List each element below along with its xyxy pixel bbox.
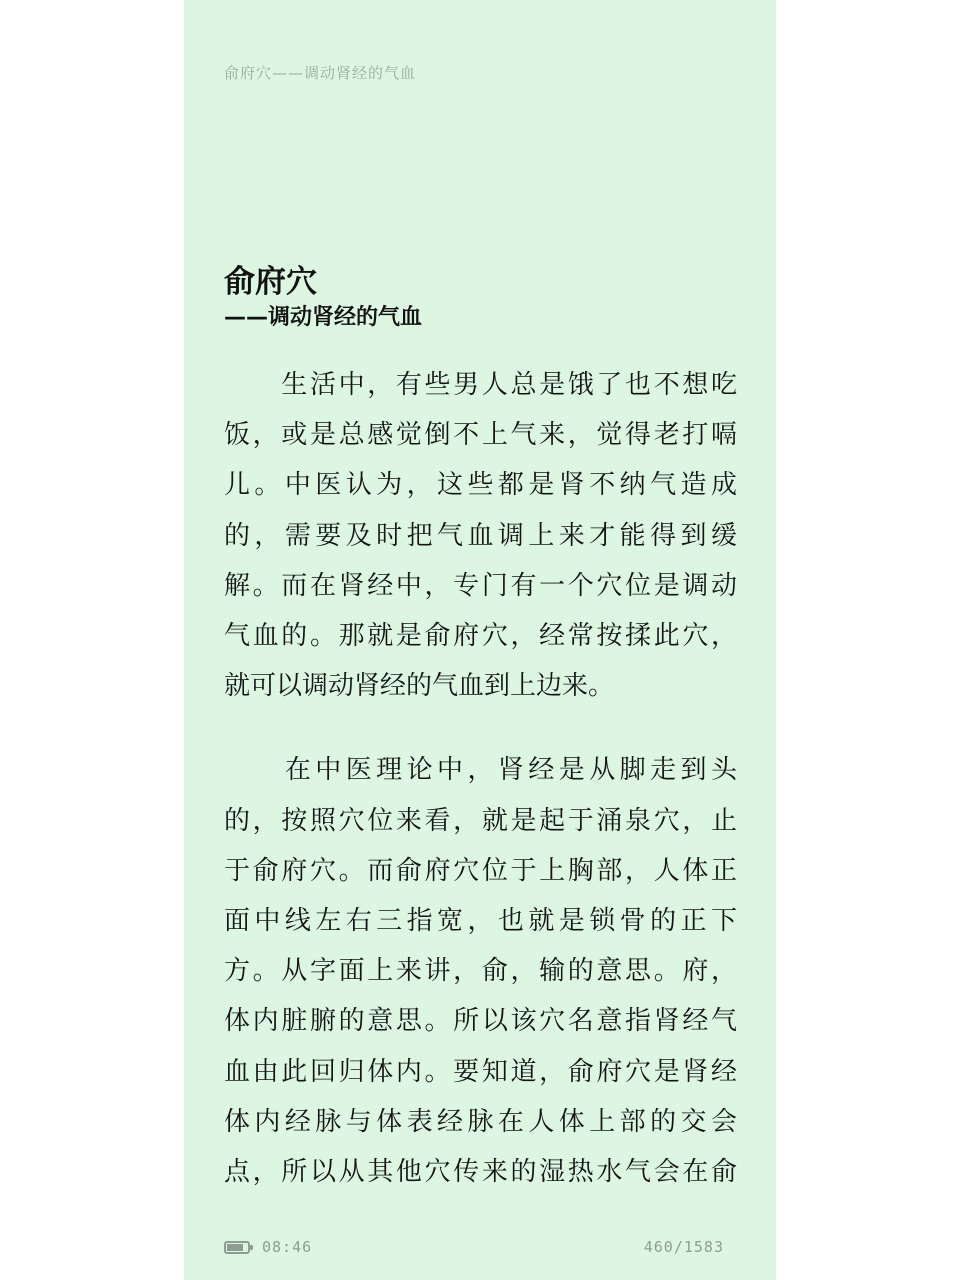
text-line: 方。从字面上来讲，俞，输的意思。府， xyxy=(224,956,737,987)
running-header-title: 俞府穴——调动肾经的气血 xyxy=(224,64,417,82)
text-line: 的，按照穴位来看，就是起于涌泉穴，止 xyxy=(224,805,737,836)
paragraph xyxy=(224,360,737,711)
text-line: 解。而在肾经中，专门有一个穴位是调动 xyxy=(224,570,737,601)
text-line: 于俞府穴。而俞府穴位于上胸部，人体正 xyxy=(224,855,737,886)
text-line: 气血的。那就是俞府穴，经常按揉此穴， xyxy=(224,621,737,652)
text-line: 在中医理论中，肾经是从脚走到头 xyxy=(224,755,737,786)
text-line: 点，所以从其他穴传来的湿热水气会在俞 xyxy=(224,1157,737,1188)
chapter-title: 俞府穴 xyxy=(224,264,317,300)
text-line: 就可以调动肾经的气血到上边来。 xyxy=(224,671,615,702)
paragraph xyxy=(224,745,737,1197)
battery-icon xyxy=(224,1241,250,1254)
text-line: 生活中，有些男人总是饿了也不想吃 xyxy=(224,370,737,400)
chapter-body xyxy=(224,360,737,1197)
text-line: 饭，或是总感觉倒不上气来，觉得老打嗝 xyxy=(224,420,737,451)
page-progress: 460/1583 xyxy=(643,1238,724,1256)
clock-time: 08:46 xyxy=(262,1238,313,1256)
text-line: 体内经脉与体表经脉在人体上部的交会 xyxy=(224,1106,737,1137)
chapter-subtitle: ——调动肾经的气血 xyxy=(224,305,423,330)
text-line: 面中线左右三指宽，也就是锁骨的正下 xyxy=(224,906,737,937)
text-line: 血由此回归体内。要知道，俞府穴是肾经 xyxy=(224,1056,737,1087)
text-line: 体内脏腑的意思。所以该穴名意指肾经气 xyxy=(224,1006,737,1037)
text-line: 儿。中医认为，这些都是肾不纳气造成 xyxy=(224,470,737,501)
text-line: 的，需要及时把气血调上来才能得到缓 xyxy=(224,520,737,551)
reader-status-bar xyxy=(224,1238,724,1260)
battery-level xyxy=(227,1244,243,1251)
reader-page[interactable] xyxy=(184,0,776,1280)
